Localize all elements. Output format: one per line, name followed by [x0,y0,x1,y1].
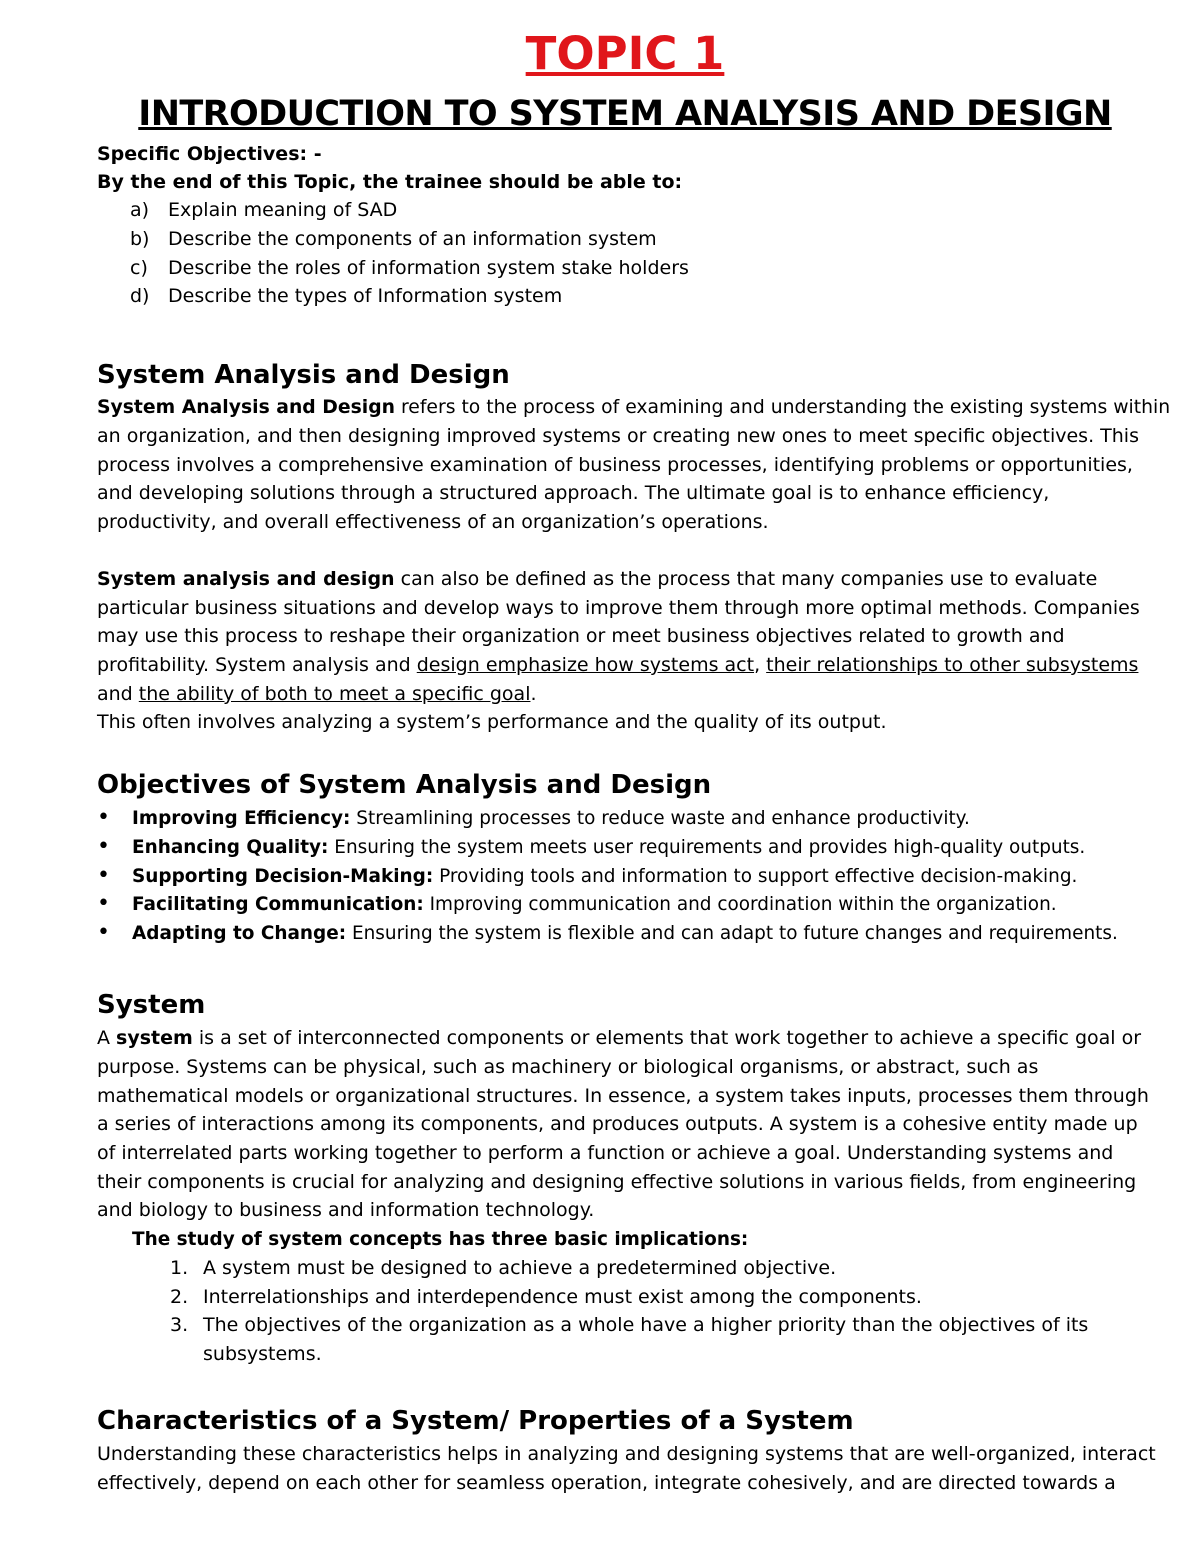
text-run: and [97,683,139,705]
section-heading-sad: System Analysis and Design [97,360,510,390]
bullet-icon: • [97,834,110,859]
page-subtitle: INTRODUCTION TO SYSTEM ANALYSIS AND DESIGN [138,94,1112,134]
bold-term: system [116,1027,193,1049]
text-run: profitability. System analysis and [97,654,417,676]
paragraph-line: process involves a comprehensive examination of business processes, identifying problems or opportunities, [97,454,1133,476]
text-run: refers to the process of examining and understanding the existing systems within [395,396,1171,418]
list-item [132,833,1170,861]
paragraph-line [97,565,1167,593]
text-run: is a set of interconnected components or elements that work together to achieve a specific goal or [192,1027,1142,1049]
text-run: , [754,654,767,676]
paragraph-line: and developing solutions through a structured approach. The ultimate goal is to enhance efficiency, [97,482,1050,504]
paragraph-line [97,680,1167,708]
paragraph-line: particular business situations and develop ways to improve them through more optimal methods. Companies [97,597,1140,619]
paragraph-line [97,651,1167,679]
paragraph-line: purpose. Systems can be physical, such as machinery or biological organisms, or abstract, such as [97,1056,1039,1078]
underlined-text: design emphasize how systems act [416,654,755,676]
bullet-icon: • [97,863,110,888]
paragraph-line [97,1024,1167,1052]
underlined-text: the ability of both to meet a specific goal [138,683,531,705]
paragraph-line: effectively, depend on each other for seamless operation, integrate cohesively, and are directed towards a [97,1472,1116,1494]
list-item [132,890,1170,918]
list-item: A system must be designed to achieve a predetermined objective. [203,1257,837,1279]
list-item-label: a) [130,199,150,221]
objectives-intro: By the end of this Topic, the trainee should be able to: [97,171,683,193]
paragraph-line: Understanding these characteristics helps in analyzing and designing systems that are well-organized, interact [97,1443,1156,1465]
implications-heading: The study of system concepts has three basic implications: [132,1228,749,1250]
text-run: Streamlining processes to reduce waste and enhance productivity. [350,807,970,829]
text-run: can also be defined as the process that many companies use to evaluate [394,568,1098,590]
text-run: Ensuring the system meets user requirements and provides high-quality outputs. [328,836,1086,858]
text-run: . [530,683,537,705]
page-title: TOPIC 1 [525,27,725,80]
list-item: Interrelationships and interdependence must exist among the components. [203,1286,922,1308]
list-item: Describe the components of an information system [168,228,657,250]
list-item-label: c) [130,257,148,279]
text-run: Improving communication and coordination within the organization. [423,893,1057,915]
paragraph-line: a series of interactions among its components, and produces outputs. A system is a cohesive entity made up [97,1113,1138,1135]
list-item-label: 3. [170,1314,189,1336]
bold-term: Improving Efficiency: [132,807,351,829]
list-item-label: b) [130,228,150,250]
section-heading-characteristics: Characteristics of a System/ Properties of a System [97,1406,854,1436]
list-item: The objectives of the organization as a whole have a higher priority than the objectives of its [203,1314,1089,1336]
list-item [132,919,1170,947]
section-heading-system: System [97,990,206,1020]
list-item-continuation: subsystems. [203,1343,322,1365]
bold-term: Supporting Decision-Making: [132,865,434,887]
list-item [132,804,1170,832]
paragraph-line: and biology to business and information technology. [97,1199,595,1221]
paragraph-line: This often involves analyzing a system’s performance and the quality of its output. [97,711,887,733]
bullet-icon: • [97,920,110,945]
list-item-label: d) [130,285,150,307]
paragraph-line: of interrelated parts working together to perform a function or achieve a goal. Understanding systems and [97,1142,1114,1164]
bold-term: Enhancing Quality: [132,836,329,858]
list-item: Explain meaning of SAD [168,199,398,221]
list-item: Describe the types of Information system [168,285,563,307]
bold-term: System analysis and design [97,568,395,590]
list-item-label: 1. [170,1257,189,1279]
paragraph-line: may use this process to reshape their organization or meet business objectives related to growth and [97,625,1065,647]
bold-term: Facilitating Communication: [132,893,424,915]
bullet-icon: • [97,805,110,830]
bullet-icon: • [97,891,110,916]
bold-term: System Analysis and Design [97,396,396,418]
paragraph-line: their components is crucial for analyzing and designing effective solutions in various fields, from engineering [97,1171,1137,1193]
underlined-text: their relationships to other subsystems [766,654,1139,676]
text-run: Providing tools and information to support effective decision-making. [433,865,1078,887]
paragraph-line: an organization, and then designing improved systems or creating new ones to meet specific objectives. This [97,425,1139,447]
paragraph-line: mathematical models or organizational structures. In essence, a system takes inputs, processes them through [97,1085,1149,1107]
text-run: Ensuring the system is flexible and can adapt to future changes and requirements. [346,922,1118,944]
paragraph-line [97,393,1171,421]
list-item-label: 2. [170,1286,189,1308]
bold-term: Adapting to Change: [132,922,347,944]
text-run: A [97,1027,117,1049]
objectives-label: Specific Objectives: - [97,143,322,165]
list-item [132,862,1170,890]
section-heading-objectives: Objectives of System Analysis and Design [97,770,712,800]
paragraph-line: productivity, and overall effectiveness of an organization’s operations. [97,511,769,533]
list-item: Describe the roles of information system stake holders [168,257,689,279]
